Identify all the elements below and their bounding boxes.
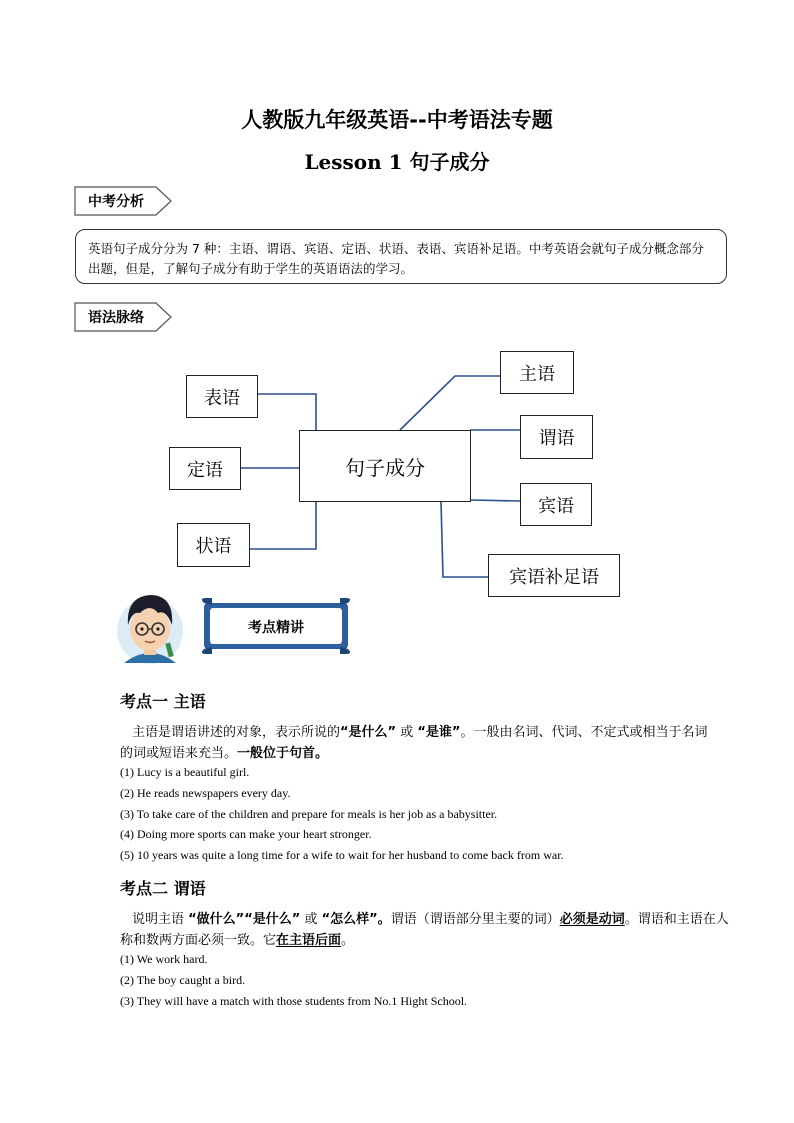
example-line: (1) We work hard. [120,952,208,966]
point2-emphasis: “做什么”“是什么” [188,912,301,927]
point1-heading: 考点一 主语 [120,692,206,711]
point1-text: 。一般由名词、代词、不定式或相当于名词的词或短语来充当。 [120,725,708,761]
example-line: (3) They will have a match with those students from No.1 Hight School. [120,994,468,1008]
point2-text: 或 [300,912,322,927]
point1-paragraph [120,722,720,764]
mindmap-node-subject [500,351,574,394]
student-avatar-icon [114,585,186,667]
tag-outline-label: 语法脉络 [88,310,144,326]
mindmap-node-label: 谓语 [538,428,575,449]
mindmap-node-adverbial [177,523,250,567]
point2-paragraph [120,909,740,951]
point1-emphasis: 一般位于句首。 [237,746,329,761]
mindmap-node-label: 表语 [204,387,240,409]
mindmap-node-label: 主语 [519,363,555,385]
page-title: 人教版九年级英语--中考语法专题 [241,108,553,132]
mindmap-node-label: 定语 [187,459,223,481]
lesson-title: Lesson 1 句子成分 [304,150,490,174]
key-points-banner-label: 考点精讲 [248,620,304,636]
key-points-banner [198,597,354,655]
point2-text: 说明主语 [132,912,189,927]
mindmap-node-predicative [186,375,258,418]
example-line: (2) He reads newspapers every day. [120,786,291,800]
mindmap-node-object-complement [488,554,620,597]
mindmap-node-label: 宾语补足语 [509,566,599,588]
point2-text: 。谓语和主语在人称和数两方面必须一致。它 [120,912,729,948]
mindmap-node-object [520,483,592,526]
point2-heading: 考点二 谓语 [120,879,206,898]
tag-analysis-label: 中考分析 [88,194,144,210]
mindmap-center [299,430,471,502]
mindmap-node-attributive [169,447,241,490]
point1-emphasis: “是谁” [417,725,461,740]
point2-emphasis: “怎么样”。 [321,912,391,927]
mindmap-node-predicate [520,415,593,459]
point2-underline: 必须是动词 [559,912,625,927]
example-line: (5) 10 years was quite a long time for a wife to wait for her husband to come back from war. [120,848,564,862]
point2-text: 。 [341,933,355,948]
example-line: (4) Doing more sports can make your heart stronger. [120,827,372,841]
example-line: (1) Lucy is a beautiful girl. [120,765,250,779]
point2-text: 谓语（谓语部分里主要的词） [390,912,560,927]
point1-text: 或 [396,725,418,740]
example-line: (3) To take care of the children and prepare for meals is her job as a babysitter. [120,807,498,821]
mindmap-center-label: 句子成分 [345,455,425,480]
mindmap-node-label: 状语 [195,536,232,557]
example-line: (2) The boy caught a bird. [120,973,246,987]
point2-underline: 在主语后面 [276,933,342,948]
point1-text: 主语是谓语讲述的对象，表示所说的 [132,725,341,740]
intro-text: 英语句子成分分为 7 种：主语、谓语、宾语、定语、状语、表语、宾语补足语。中考英语会就句子成分概念部分出题，但是，了解句子成分有助于学生的英语语法的学习。 [88,241,704,276]
point1-emphasis: “是什么” [340,725,397,740]
mindmap-node-label: 宾语 [538,495,574,517]
